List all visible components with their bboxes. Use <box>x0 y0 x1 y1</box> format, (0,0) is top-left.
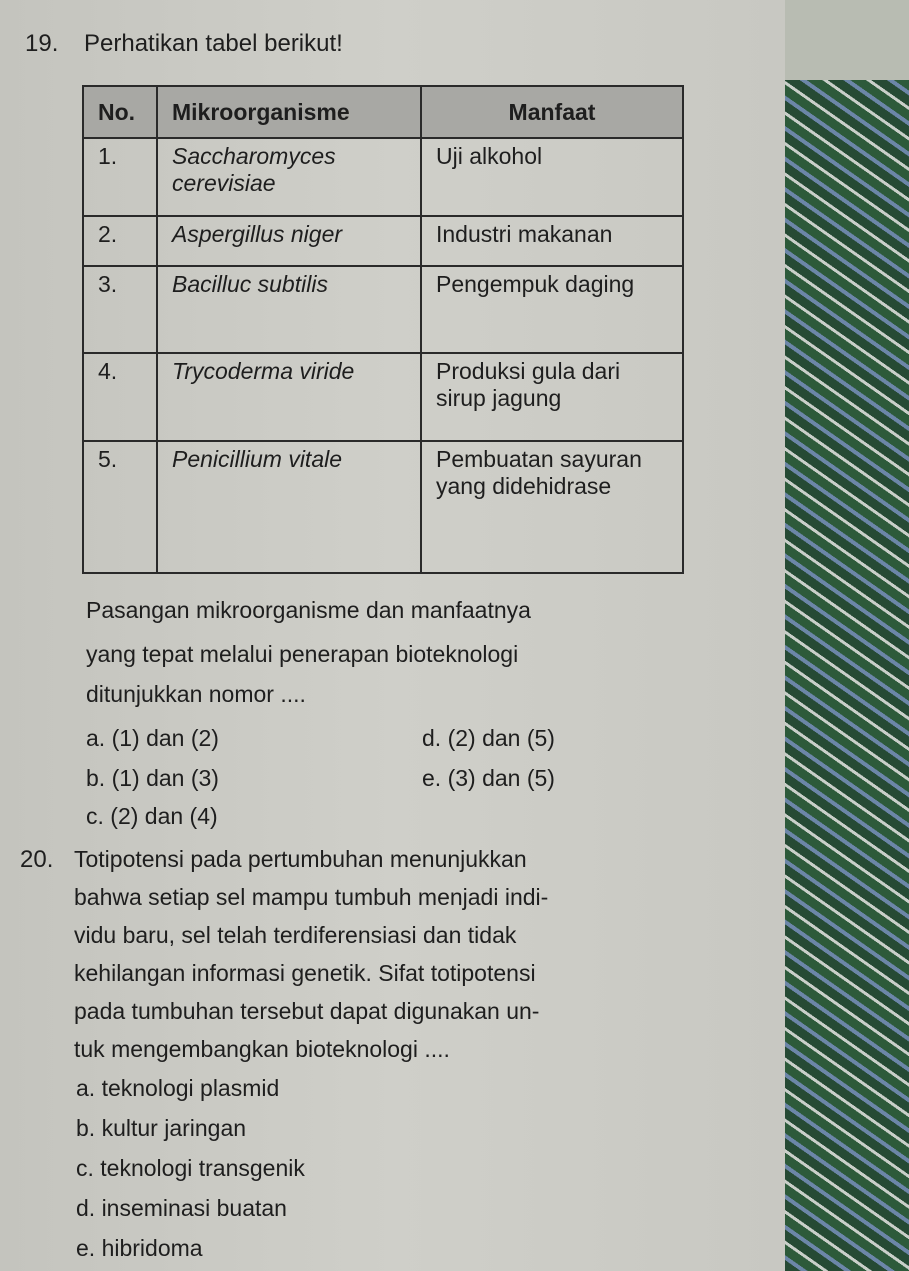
microorganism-table <box>82 85 684 574</box>
q20-line: Totipotensi pada pertumbuhan menunjukkan <box>74 846 527 872</box>
q20-line: vidu baru, sel telah terdiferensiasi dan tidak <box>74 922 517 948</box>
q20-line: bahwa setiap sel mampu tumbuh menjadi indi- <box>74 884 549 910</box>
cell-organism: Saccharomyces cerevisiae <box>157 138 421 216</box>
q20-number: 20. <box>20 846 54 873</box>
cell-organism: Aspergillus niger <box>157 216 421 266</box>
q19-stem-line: yang tepat melalui penerapan bioteknologi <box>86 641 519 667</box>
q19-number: 19. <box>25 30 59 57</box>
fabric-background <box>785 0 909 1271</box>
table-row <box>83 353 683 441</box>
q19-option-d[interactable]: d. (2) dan (5) <box>422 725 555 751</box>
cell-no: 1. <box>83 138 157 216</box>
q20-line: tuk mengembangkan bioteknologi .... <box>74 1036 450 1062</box>
q20-option-e[interactable]: e. hibridoma <box>76 1235 203 1261</box>
q19-stem-line: ditunjukkan nomor .... <box>86 681 306 707</box>
cell-benefit: Produksi gula dari sirup jagung <box>421 353 683 441</box>
table-row <box>83 266 683 353</box>
q19-stem-line: Pasangan mikroorganisme dan manfaatnya <box>86 597 531 623</box>
q20-option-c[interactable]: c. teknologi transgenik <box>76 1155 305 1181</box>
cell-organism: Trycoderma viride <box>157 353 421 441</box>
q19-option-e[interactable]: e. (3) dan (5) <box>422 765 555 791</box>
header-manfaat: Manfaat <box>421 86 683 138</box>
q20-line: kehilangan informasi genetik. Sifat totipotensi <box>74 960 536 986</box>
table-row <box>83 216 683 266</box>
cell-no: 2. <box>83 216 157 266</box>
cell-organism: Bacilluc subtilis <box>157 266 421 353</box>
cell-no: 3. <box>83 266 157 353</box>
header-mikroorganisme: Mikroorganisme <box>157 86 421 138</box>
cell-no: 5. <box>83 441 157 573</box>
cell-benefit: Uji alkohol <box>421 138 683 216</box>
q20-option-a[interactable]: a. teknologi plasmid <box>76 1075 280 1101</box>
q19-text: Perhatikan tabel berikut! <box>84 30 343 57</box>
header-no: No. <box>83 86 157 138</box>
cell-no: 4. <box>83 353 157 441</box>
q20-option-d[interactable]: d. inseminasi buatan <box>76 1195 287 1221</box>
q19-option-c[interactable]: c. (2) dan (4) <box>86 803 218 829</box>
fabric-background-top <box>785 0 909 80</box>
q19-option-a[interactable]: a. (1) dan (2) <box>86 725 219 751</box>
cell-organism: Penicillium vitale <box>157 441 421 573</box>
q20-line: pada tumbuhan tersebut dapat digunakan un- <box>74 998 540 1024</box>
table-row <box>83 138 683 216</box>
table-row <box>83 441 683 573</box>
cell-benefit: Pembuatan sayuran yang didehidrase <box>421 441 683 573</box>
q19-option-b[interactable]: b. (1) dan (3) <box>86 765 219 791</box>
q20-option-b[interactable]: b. kultur jaringan <box>76 1115 247 1141</box>
cell-benefit: Pengempuk daging <box>421 266 683 353</box>
table-header <box>83 86 683 138</box>
cell-benefit: Industri makanan <box>421 216 683 266</box>
